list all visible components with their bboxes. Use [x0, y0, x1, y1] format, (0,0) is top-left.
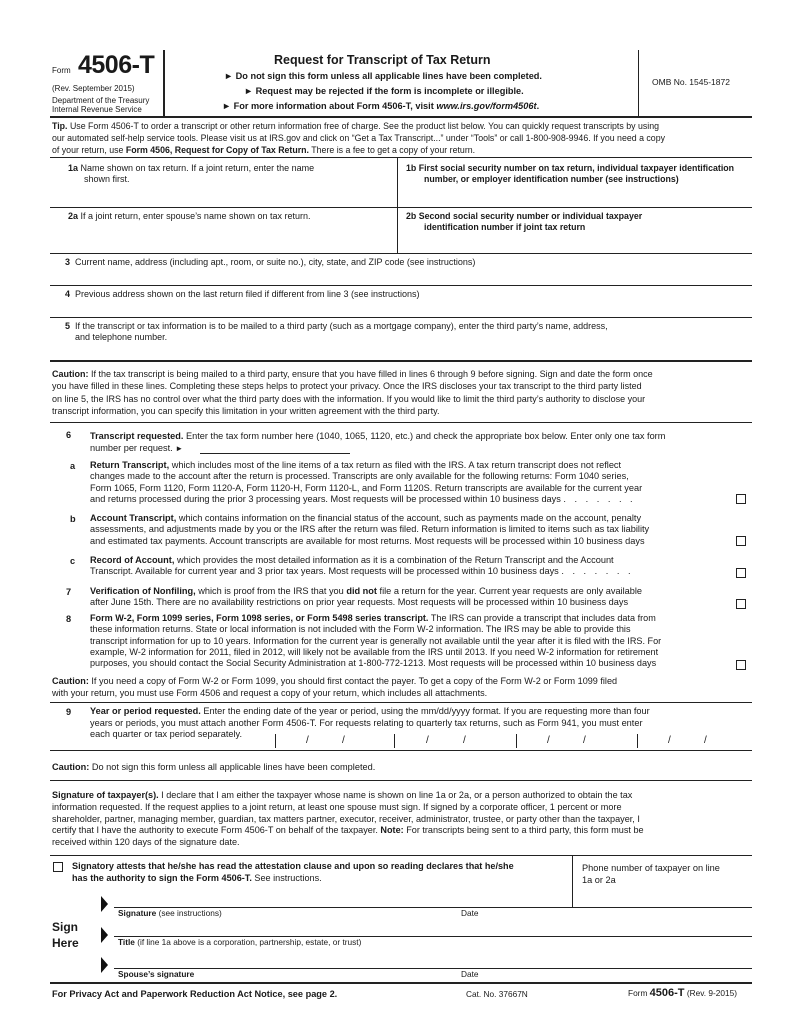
footer-form-number: 4506-T	[649, 987, 685, 999]
declaration-line-4	[52, 825, 752, 837]
line-8-text-2: these information returns. State or local information is not included with the Form W-2 information. The IRS may be able to provide this	[90, 624, 631, 635]
line-2a-number: 2a	[68, 211, 79, 221]
tip-paragraph	[52, 120, 752, 156]
signature-date-label: Date	[461, 908, 479, 918]
caution-3-label: Caution:	[52, 762, 90, 772]
phone-label-line-1: Phone number of taxpayer on line	[582, 863, 720, 873]
line-6a-text-line-4	[90, 494, 722, 505]
rule-1-2	[50, 207, 752, 208]
period-3-field[interactable]	[518, 734, 635, 748]
date-divider-2	[394, 734, 395, 748]
line-8-text-3: transcript information for up to 10 years. Information for the current year is generally not available until the year after it is filed with the IRS. For	[90, 635, 662, 646]
line-6-text-2: number per request.	[90, 443, 173, 453]
line-9-text-1: Enter the ending date of the year or period, using the mm/dd/yyyy format. If you are requesting more than four	[203, 706, 650, 716]
return-transcript-checkbox[interactable]	[736, 494, 746, 504]
signature-field[interactable]	[116, 888, 452, 906]
leader-dots: . . . . . . .	[561, 566, 634, 577]
declaration-line-4c: For transcripts being sent to a third party, this form must be	[406, 825, 644, 836]
bullet-3-period: .	[536, 101, 540, 111]
period-1-field[interactable]	[277, 734, 392, 748]
line-6-number: 6	[66, 430, 72, 440]
attestation-line-2	[72, 872, 514, 884]
header-rule	[50, 116, 752, 118]
line-8-text-5: purposes, you should contact the Social Security Administration at 1-800-772-1213. Most requests will be processed within 10 business days	[90, 658, 657, 669]
tip-line-1-text: Use Form 4506-T to order a transcript or other return information free of charge. See the product list below. You can quickly request transcripts by using	[69, 121, 659, 131]
arrow-right-icon: ►	[244, 86, 254, 96]
declaration-line-1	[52, 790, 752, 802]
date-slash: /	[426, 735, 429, 746]
line-1b-text-2: number, or employer identification number (see instructions)	[424, 174, 679, 184]
name-field[interactable]	[52, 187, 395, 205]
declaration-line-2: information requested. If the request applies to a joint return, at least one spouse must sign. If signed by a corporate officer, 1 percent or more	[52, 801, 622, 812]
line-7-title: Verification of Nonfiling,	[90, 586, 196, 596]
line-1a-label	[68, 163, 388, 185]
declaration-line-3: shareholder, partner, managing member, guardian, tax matters partner, executor, receiver, administrator, trustee, or party other than the taxpayer, I	[52, 813, 640, 824]
date-slash: /	[668, 735, 671, 746]
spouse-date-field[interactable]	[458, 952, 750, 968]
signature-label-bold: Signature	[118, 908, 157, 918]
previous-address-field[interactable]	[52, 302, 750, 316]
line-1b-text-1: First social security number on tax return, individual taxpayer identification	[418, 163, 735, 173]
caution-1-line-1-text: If the tax transcript is being mailed to a third party, ensure that you have filled in lines 6 through 9 before signing. Sign and date the form once	[91, 369, 653, 379]
line-8-text	[90, 613, 742, 669]
catalog-number: Cat. No. 37667N	[466, 989, 528, 999]
line-6b-text-3: and estimated tax payments. Account transcripts are available for most returns. Most requests will be processed within 10 business days	[90, 535, 645, 546]
line-8-text-4: example, W-2 information for 2011, filed in 2012, will likely not be available from the IRS until 2013. If you need W-2 information for retirement	[90, 646, 659, 657]
line-6-text-1: Enter the tax form number here (1040, 1065, 1120, etc.) and check the appropriate box below. Enter only one tax form	[186, 431, 666, 441]
attestation-text	[72, 860, 514, 884]
line-6-text	[90, 430, 752, 455]
arrow-right-icon: ►	[175, 444, 184, 453]
line-4-number: 4	[65, 289, 71, 299]
line-9-text-3: each quarter or tax period separately.	[90, 729, 243, 739]
agency-name: Internal Revenue Service	[52, 105, 142, 114]
line-9-text-2: years or periods, you must attach another Form 4506-T. For requests relating to quarterly tax returns, such as Form 941, you must enter	[90, 717, 643, 728]
caution-w2	[52, 675, 752, 699]
tip-line-1	[52, 120, 752, 132]
header-bullet-1	[224, 71, 542, 82]
caution-signing	[52, 762, 375, 773]
attestation-checkbox[interactable]	[53, 862, 63, 872]
line-3-number: 3	[65, 257, 71, 267]
spouse-name-field[interactable]	[52, 225, 395, 251]
sign-arrow-icon	[101, 896, 108, 912]
line-6b-text-1: which contains information on the financial status of the account, such as payments made on the account, penalty	[178, 513, 642, 523]
verification-of-nonfiling-checkbox[interactable]	[736, 599, 746, 609]
line-6c-text-line-1	[90, 555, 722, 566]
declaration-line-5: received within 120 days of the signature date.	[52, 837, 240, 848]
line-6b-letter: b	[70, 514, 76, 524]
line-5-text-1: If the transcript or tax information is to be mailed to a third party (such as a mortgage company), enter the third party’s name, address,	[75, 321, 608, 331]
line-6c-text-1: which provides the most detailed information as it is a combination of the Return Transcript and the Account	[176, 555, 614, 565]
line-7-text-1c: file a return for the year. Current year requests are only available	[379, 586, 643, 596]
line-4-text: Previous address shown on the last return filed if different from line 3 (see instructions)	[75, 289, 420, 299]
footer-form-id	[628, 987, 737, 1000]
caution-2-label: Caution:	[52, 676, 89, 686]
rule-after-9	[50, 750, 752, 751]
line-6-text-line-1	[90, 430, 752, 442]
line-7-text-line-1	[90, 586, 722, 597]
line-8-number: 8	[66, 614, 72, 624]
arrow-right-icon: ►	[224, 71, 234, 81]
period-4-field[interactable]	[639, 734, 751, 748]
phone-label	[582, 862, 720, 886]
line-2a-text: If a joint return, enter spouse’s name shown on tax return.	[80, 211, 311, 221]
rule-2-3	[50, 253, 752, 254]
tip-line-2: our automated self-help service tools. Please visit us at IRS.gov and click on “Get a Tax Transcript...” under “Tools” or call 1-800-908-9946. If you need a copy	[52, 133, 665, 143]
footer-revision: (Rev. 9-2015)	[686, 988, 737, 998]
line-6c-text	[90, 555, 722, 578]
caution-3-text: Do not sign this form unless all applicable lines have been completed.	[91, 762, 376, 772]
footer-form-word: Form	[628, 988, 648, 998]
divider-1-2	[397, 157, 398, 253]
rule-after-5	[50, 360, 752, 362]
line-6b-text-line-1	[90, 513, 722, 524]
signature-date-field[interactable]	[458, 888, 750, 906]
attestation-line-2-bold: has the authority to sign the Form 4506-T.	[72, 873, 252, 883]
line-1a-number: 1a	[68, 163, 79, 173]
line-9-number: 9	[66, 707, 72, 717]
rule-before-6	[50, 422, 752, 423]
tip-line-3-bold: Form 4506, Request for Copy of Tax Return.	[125, 145, 309, 155]
line-5-label	[65, 321, 608, 343]
form-title: Request for Transcript of Tax Return	[274, 53, 491, 67]
omb-number: OMB No. 1545-1872	[652, 77, 730, 87]
header-bullet-3	[222, 101, 539, 112]
header-bullet-2	[244, 86, 524, 97]
line-6a-text-line-1	[90, 460, 722, 471]
declaration-note-label: Note:	[380, 825, 404, 836]
line-8-text-line-1	[90, 613, 742, 624]
line-6b-text-2: assessments, and adjustments made by you or the IRS after the return was filed. Return information is limited to items such as tax liability	[90, 524, 650, 535]
signature-declaration-label: Signature of taxpayer(s).	[52, 790, 159, 800]
tip-label: Tip.	[52, 121, 68, 131]
caution-1-line-4: transcript information, you can specify this limitation in your written agreement with the third party.	[52, 405, 440, 416]
declaration-line-4a: certify that I have the authority to execute Form 4506-T on behalf of the taxpayer.	[52, 825, 378, 836]
information-return-transcript-checkbox[interactable]	[736, 660, 746, 670]
line-6-title: Transcript requested.	[90, 431, 184, 441]
line-2b-number: 2b	[406, 211, 417, 221]
header-left-divider	[163, 50, 165, 116]
form-number: 4506-T	[78, 51, 155, 79]
sign-label: Sign	[52, 920, 78, 934]
sign-arrow-icon	[101, 957, 108, 973]
caution-third-party	[52, 368, 752, 417]
line-9-text-line-1	[90, 706, 752, 718]
account-transcript-checkbox[interactable]	[736, 536, 746, 546]
date-divider-3	[516, 734, 517, 748]
line-6a-text-2: changes made to the account after the return is processed. Transcripts are only available for the following returns: Form 1040 series,	[90, 471, 629, 482]
date-slash: /	[463, 735, 466, 746]
line-2b-text-1: Second social security number or individual taxpayer	[418, 211, 643, 221]
attestation-line-2-text: See instructions.	[254, 873, 322, 883]
line-1a-text-2: shown first.	[84, 174, 130, 184]
address-field[interactable]	[52, 270, 750, 284]
line-6-text-line-2	[90, 442, 752, 455]
line-7-text-1a: which is proof from the IRS that you	[198, 586, 344, 596]
line-1b-label	[406, 163, 751, 185]
line-5-number: 5	[65, 321, 71, 331]
line-6c-text-2: Transcript. Available for current year and 3 prior tax years. Most requests will be processed within 10 business days	[90, 566, 559, 577]
caution-1-label: Caution:	[52, 369, 89, 379]
caution-2-line-1	[52, 675, 752, 687]
title-label	[118, 938, 361, 948]
spouse-date-label: Date	[461, 969, 479, 979]
title-note: (if line 1a above is a corporation, partnership, estate, or trust)	[137, 937, 362, 947]
third-party-field[interactable]	[52, 344, 750, 358]
spouse-signature-label: Spouse’s signature	[118, 969, 195, 979]
line-6c-text-line-2	[90, 566, 722, 577]
caution-2-line-1-text: If you need a copy of Form W-2 or Form 1099, you should first contact the payer. To get a copy of the Form W-2 or Form 1099 filed	[91, 676, 618, 686]
rule-before-attest	[50, 855, 752, 856]
date-slash: /	[583, 735, 586, 746]
arrow-right-icon: ►	[222, 101, 232, 111]
line-8-title: Form W-2, Form 1099 series, Form 1098 series, or Form 5498 series transcript.	[90, 613, 429, 623]
record-of-account-checkbox[interactable]	[736, 568, 746, 578]
line-2b-text-2: identification number if joint tax return	[424, 222, 586, 232]
line-7-text-2: after June 15th. There are no availability restrictions on prior year requests. Most requests will be processed within 10 business days	[90, 597, 629, 608]
tax-form-number-field[interactable]	[200, 442, 350, 454]
line-6a-text	[90, 460, 722, 505]
title-label-bold: Title	[118, 937, 135, 947]
caution-1-line-2: you have filled in these lines. Completing these steps helps to protect your privacy. Once the IRS discloses your tax transcript to the third party listed	[52, 381, 642, 392]
line-6c-letter: c	[70, 556, 76, 566]
line-1b-number: 1b	[406, 163, 417, 173]
ssn-field[interactable]	[400, 187, 750, 205]
line-4-label	[65, 289, 420, 300]
tip-line-3-suffix: There is a fee to get a copy of your return.	[311, 145, 476, 155]
signature-declaration	[52, 790, 752, 849]
date-divider-4	[637, 734, 638, 748]
irs-link[interactable]: www.irs.gov/form4506t	[436, 101, 537, 111]
line-2a-label	[68, 211, 311, 222]
department-name: Department of the Treasury	[52, 96, 150, 105]
spouse-signature-field[interactable]	[116, 952, 452, 968]
form-revision: (Rev. September 2015)	[52, 84, 135, 93]
spouse-signature-line	[114, 968, 752, 969]
line-3-text: Current name, address (including apt., room, or suite no.), city, state, and ZIP code (see instructions)	[75, 257, 476, 267]
bullet-2-text: Request may be rejected if the form is incomplete or illegible.	[255, 86, 524, 96]
date-divider-1	[275, 734, 276, 748]
here-label: Here	[52, 936, 79, 950]
tip-line-3	[52, 144, 752, 156]
date-slash: /	[547, 735, 550, 746]
form-label: Form	[52, 66, 71, 75]
signature-label	[118, 909, 222, 919]
rule-before-signature	[50, 780, 752, 781]
line-8-text-1: The IRS can provide a transcript that includes data from	[430, 613, 656, 623]
line-5-text-2: and telephone number.	[75, 332, 168, 342]
period-2-field[interactable]	[396, 734, 514, 748]
date-slash: /	[306, 735, 309, 746]
date-slash: /	[704, 735, 707, 746]
rule-before-9	[50, 702, 752, 703]
bullet-3-text: For more information about Form 4506-T, visit	[233, 101, 434, 111]
attestation-line-1: Signatory attests that he/she has read the attestation clause and upon so reading declares that he/she	[72, 861, 514, 871]
header-right-divider	[638, 50, 639, 116]
line-6a-text-1: which includes most of the line items of a tax return as filed with the IRS. A tax return transcript does not reflect	[171, 460, 622, 470]
line-6a-title: Return Transcript,	[90, 460, 170, 470]
line-6b-title: Account Transcript,	[90, 513, 177, 523]
sign-arrow-icon	[101, 927, 108, 943]
spouse-ssn-field[interactable]	[400, 235, 750, 251]
line-2b-label	[406, 211, 642, 233]
line-6a-letter: a	[70, 461, 76, 471]
line-3-label	[65, 257, 475, 268]
date-slash: /	[342, 735, 345, 746]
caution-2-line-2: with your return, you must use Form 4506 and request a copy of your return, which includes all attachments.	[52, 688, 488, 698]
title-field[interactable]	[116, 920, 750, 935]
phone-label-line-2: 1a or 2a	[582, 875, 616, 885]
declaration-line-1-text: I declare that I am either the taxpayer whose name is shown on line 1a or 2a, or a person authorized to obtain the tax	[161, 790, 633, 800]
caution-1-line-3: on line 5, the IRS has no control over what the third party does with the information. If you would like to limit the third party’s authority to disclose your	[52, 393, 646, 404]
rule-top-1	[50, 157, 752, 158]
privacy-notice: For Privacy Act and Paperwork Reduction Act Notice, see page 2.	[52, 989, 338, 999]
leader-dots: . . . . . . .	[563, 493, 636, 504]
tip-line-3-prefix: of your return, use	[52, 145, 124, 155]
line-6c-title: Record of Account,	[90, 555, 175, 565]
line-1a-text-1: Name shown on tax return. If a joint return, enter the name	[80, 163, 315, 173]
footer-rule	[50, 982, 752, 984]
line-6a-text-4: and returns processed during the prior 3 processing years. Most requests will be processed within 10 business days	[90, 493, 561, 504]
rule-4-5	[50, 317, 752, 318]
line-6b-text	[90, 513, 722, 547]
line-7-number: 7	[66, 587, 72, 597]
bullet-1-text: Do not sign this form unless all applicable lines have been completed.	[235, 71, 542, 81]
rule-3-4	[50, 285, 752, 286]
caution-1-line-1	[52, 368, 752, 380]
line-9-title: Year or period requested.	[90, 706, 201, 716]
signature-note: (see instructions)	[158, 908, 222, 918]
line-6a-text-3: Form 1065, Form 1120, Form 1120-A, Form 1120-H, Form 1120-L, and Form 1120S. Return transcripts are available for the current year	[90, 482, 643, 493]
line-7-text	[90, 586, 722, 609]
line-7-text-1b: did not	[346, 586, 377, 596]
